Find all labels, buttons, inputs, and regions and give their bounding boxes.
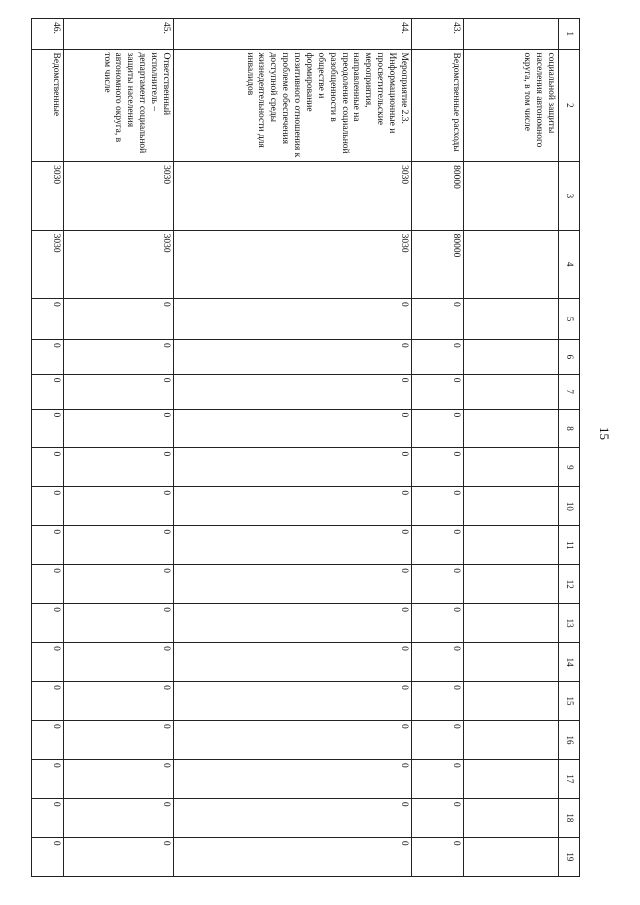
column-header-5: 5 bbox=[559, 299, 580, 340]
cell-col-8: 0 bbox=[64, 409, 174, 448]
table-row bbox=[174, 19, 412, 877]
column-header-6: 6 bbox=[559, 340, 580, 375]
cell-col-13: 0 bbox=[64, 604, 174, 643]
column-header-11: 11 bbox=[559, 526, 580, 565]
cell-col-5: 0 bbox=[412, 299, 464, 340]
cell-col-3: 80000 bbox=[412, 162, 464, 230]
cell-col-19: 0 bbox=[412, 837, 464, 876]
cell-col-3: 3030 bbox=[64, 162, 174, 230]
cell-col-7: 0 bbox=[174, 374, 412, 409]
cell-col-7: 0 bbox=[412, 374, 464, 409]
cell-col-18: 0 bbox=[174, 798, 412, 837]
cell-col-9: 0 bbox=[174, 448, 412, 487]
cell-col-14 bbox=[464, 643, 559, 682]
cell-col-5: 0 bbox=[32, 299, 64, 340]
cell-col-8: 0 bbox=[32, 409, 64, 448]
cell-col-13: 0 bbox=[174, 604, 412, 643]
cell-col-5: 0 bbox=[174, 299, 412, 340]
cell-col-7: 0 bbox=[64, 374, 174, 409]
column-header-12: 12 bbox=[559, 565, 580, 604]
column-header-1: 1 bbox=[559, 19, 580, 50]
cell-col-3: 3030 bbox=[32, 162, 64, 230]
cell-col-2: социальной защиты населения автономного округа, в том числе bbox=[464, 49, 559, 162]
cell-col-1 bbox=[464, 19, 559, 50]
column-header-17: 17 bbox=[559, 759, 580, 798]
cell-col-8 bbox=[464, 409, 559, 448]
column-header-19: 19 bbox=[559, 837, 580, 876]
cell-col-12: 0 bbox=[412, 565, 464, 604]
cell-col-10 bbox=[464, 487, 559, 526]
cell-col-18: 0 bbox=[412, 798, 464, 837]
page-number: 15 bbox=[597, 427, 612, 440]
table-row bbox=[32, 19, 64, 877]
column-header-14: 14 bbox=[559, 643, 580, 682]
cell-col-2: Мероприятие 2.3. Информационные и просветительские мероприятия, направленные на преодоление социальной разобщенности в обществе и формирование позитивного отношения к проблеме обеспечения доступной среды жизнедеятельности для инвалидов bbox=[174, 49, 412, 162]
table-row bbox=[64, 19, 174, 877]
cell-col-17: 0 bbox=[174, 759, 412, 798]
cell-col-3 bbox=[464, 162, 559, 230]
cell-col-7 bbox=[464, 374, 559, 409]
cell-col-15 bbox=[464, 682, 559, 721]
column-header-9: 9 bbox=[559, 448, 580, 487]
cell-col-16: 0 bbox=[64, 721, 174, 760]
cell-col-4 bbox=[464, 230, 559, 298]
cell-col-17: 0 bbox=[64, 759, 174, 798]
column-header-3: 3 bbox=[559, 162, 580, 230]
column-header-2: 2 bbox=[559, 49, 580, 162]
cell-col-3: 3030 bbox=[174, 162, 412, 230]
cell-col-15: 0 bbox=[412, 682, 464, 721]
cell-col-16: 0 bbox=[412, 721, 464, 760]
column-header-4: 4 bbox=[559, 230, 580, 298]
cell-col-6: 0 bbox=[64, 340, 174, 375]
cell-col-1: 45. bbox=[64, 19, 174, 50]
cell-col-9: 0 bbox=[412, 448, 464, 487]
cell-col-14: 0 bbox=[412, 643, 464, 682]
cell-col-15: 0 bbox=[32, 682, 64, 721]
cell-col-19 bbox=[464, 837, 559, 876]
cell-col-6 bbox=[464, 340, 559, 375]
cell-col-1: 44. bbox=[174, 19, 412, 50]
cell-col-12: 0 bbox=[174, 565, 412, 604]
cell-col-10: 0 bbox=[64, 487, 174, 526]
cell-col-7: 0 bbox=[32, 374, 64, 409]
cell-col-18 bbox=[464, 798, 559, 837]
cell-col-16: 0 bbox=[32, 721, 64, 760]
column-header-18: 18 bbox=[559, 798, 580, 837]
cell-col-19: 0 bbox=[174, 837, 412, 876]
cell-col-6: 0 bbox=[32, 340, 64, 375]
cell-col-11 bbox=[464, 526, 559, 565]
cell-col-9: 0 bbox=[32, 448, 64, 487]
column-header-15: 15 bbox=[559, 682, 580, 721]
cell-col-18: 0 bbox=[64, 798, 174, 837]
cell-col-4: 3030 bbox=[32, 230, 64, 298]
cell-col-10: 0 bbox=[412, 487, 464, 526]
budget-table bbox=[31, 18, 580, 877]
cell-col-15: 0 bbox=[174, 682, 412, 721]
cell-col-4: 3030 bbox=[174, 230, 412, 298]
column-header-8: 8 bbox=[559, 409, 580, 448]
table-row bbox=[412, 19, 464, 877]
cell-col-8: 0 bbox=[412, 409, 464, 448]
cell-col-19: 0 bbox=[32, 837, 64, 876]
table-row bbox=[464, 19, 559, 877]
cell-col-11: 0 bbox=[412, 526, 464, 565]
cell-col-11: 0 bbox=[64, 526, 174, 565]
cell-col-13 bbox=[464, 604, 559, 643]
cell-col-10: 0 bbox=[174, 487, 412, 526]
cell-col-16: 0 bbox=[174, 721, 412, 760]
cell-col-13: 0 bbox=[32, 604, 64, 643]
cell-col-5: 0 bbox=[64, 299, 174, 340]
cell-col-17: 0 bbox=[32, 759, 64, 798]
cell-col-5 bbox=[464, 299, 559, 340]
cell-col-2: Ведомственные расходы bbox=[412, 49, 464, 162]
column-header-7: 7 bbox=[559, 374, 580, 409]
cell-col-4: 3030 bbox=[64, 230, 174, 298]
cell-col-14: 0 bbox=[32, 643, 64, 682]
cell-col-6: 0 bbox=[174, 340, 412, 375]
column-header-10: 10 bbox=[559, 487, 580, 526]
cell-col-9 bbox=[464, 448, 559, 487]
cell-col-14: 0 bbox=[174, 643, 412, 682]
cell-col-4: 80000 bbox=[412, 230, 464, 298]
cell-col-18: 0 bbox=[32, 798, 64, 837]
cell-col-15: 0 bbox=[64, 682, 174, 721]
cell-col-17: 0 bbox=[412, 759, 464, 798]
column-header-16: 16 bbox=[559, 721, 580, 760]
cell-col-16 bbox=[464, 721, 559, 760]
cell-col-2: Ведомственные bbox=[32, 49, 64, 162]
cell-col-9: 0 bbox=[64, 448, 174, 487]
cell-col-10: 0 bbox=[32, 487, 64, 526]
cell-col-2: Ответственный исполнитель – департамент социальной защиты населения автономного округа, в том числе bbox=[64, 49, 174, 162]
cell-col-12 bbox=[464, 565, 559, 604]
cell-col-8: 0 bbox=[174, 409, 412, 448]
cell-col-19: 0 bbox=[64, 837, 174, 876]
cell-col-12: 0 bbox=[32, 565, 64, 604]
table-header-row bbox=[559, 19, 580, 877]
cell-col-12: 0 bbox=[64, 565, 174, 604]
cell-col-1: 43. bbox=[412, 19, 464, 50]
cell-col-11: 0 bbox=[174, 526, 412, 565]
cell-col-6: 0 bbox=[412, 340, 464, 375]
column-header-13: 13 bbox=[559, 604, 580, 643]
cell-col-1: 46. bbox=[32, 19, 64, 50]
budget-table-container bbox=[53, 18, 580, 877]
cell-col-13: 0 bbox=[412, 604, 464, 643]
cell-col-11: 0 bbox=[32, 526, 64, 565]
cell-col-14: 0 bbox=[64, 643, 174, 682]
cell-col-17 bbox=[464, 759, 559, 798]
